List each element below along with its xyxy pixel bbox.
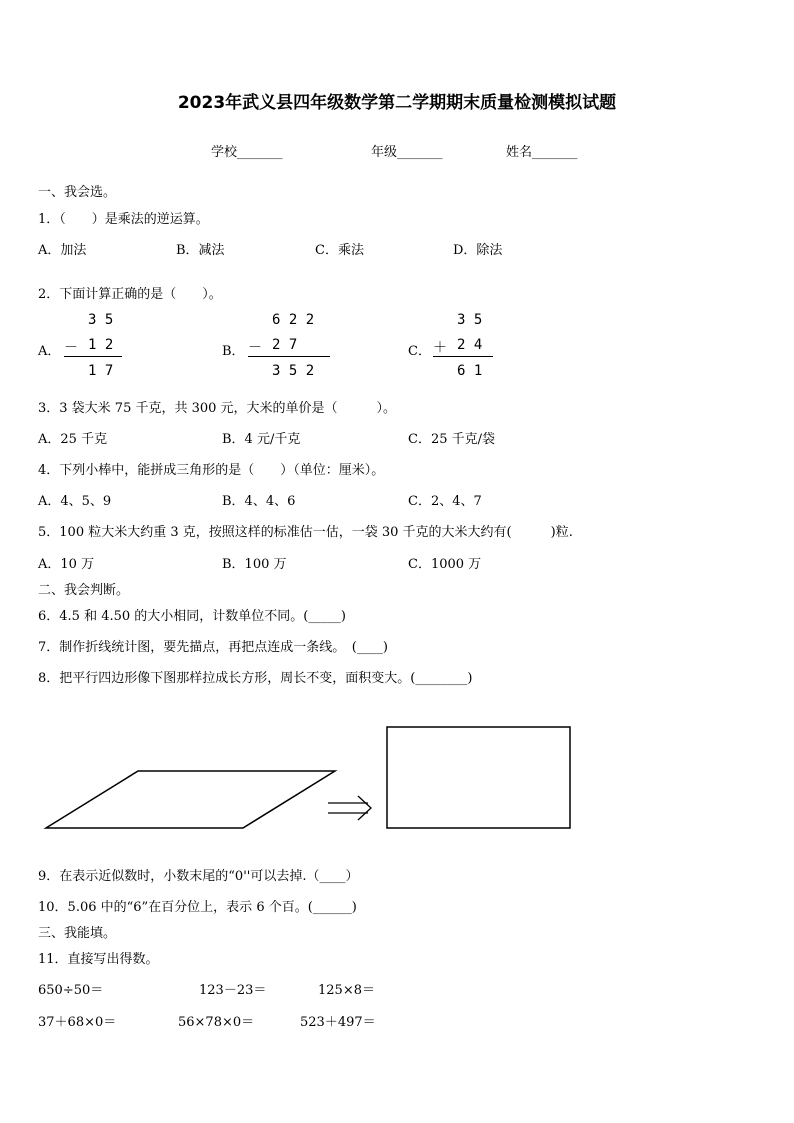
q2-b-middle: 2 7 — [272, 337, 298, 353]
question-5: 5．100 粒大米大约重 3 克，按照这样的标准估一估，一袋 30 千克的大米大约有( )粒. — [38, 525, 573, 540]
grade-field: 年级_______ — [371, 145, 443, 160]
section-heading-3: 三、我能填。 — [38, 926, 117, 941]
q4-option-a: A．4、5、9 — [38, 494, 112, 509]
question-4: 4．下列小棒中，能拼成三角形的是（ ）（单位：厘米）。 — [38, 463, 385, 478]
q3-option-c: C．25 千克/袋 — [408, 432, 496, 447]
q5-option-c: C．1000 万 — [408, 557, 482, 572]
name-field: 姓名_______ — [506, 145, 578, 160]
q5-option-b: B．100 万 — [222, 557, 287, 572]
calc-item: 37＋68×0＝ — [38, 1015, 117, 1030]
q1-option-c: C．乘法 — [315, 243, 364, 258]
q2-a-rule — [64, 356, 122, 357]
q2-a-operator: － — [64, 340, 78, 356]
calc-item: 123－23＝ — [199, 983, 267, 998]
q2-c-operator: ＋ — [433, 340, 447, 356]
section-heading-1: 一、我会选。 — [38, 185, 117, 200]
page-title: 2023年武义县四年级数学第二学期期末质量检测模拟试题 — [177, 93, 617, 113]
q2-c-middle: 2 4 — [457, 337, 483, 353]
q2-option-a-label: A． — [38, 344, 61, 359]
question-8: 8．把平行四边形像下图那样拉成长方形，周长不变，面积变大。(________) — [38, 671, 473, 686]
section-heading-2: 二、我会判断。 — [38, 583, 130, 598]
q2-option-c-label: C． — [408, 344, 431, 359]
q8-figure — [0, 700, 794, 850]
q2-a-top: 3 5 — [88, 312, 114, 328]
q1-option-d: D．除法 — [453, 243, 503, 258]
rectangle-shape — [387, 727, 570, 828]
school-field: 学校_______ — [211, 145, 283, 160]
q2-b-rule — [248, 356, 330, 357]
question-9: 9．在表示近似数时，小数末尾的“0''可以去掉.（____） — [38, 869, 359, 884]
q4-option-b: B．4、4、6 — [222, 494, 296, 509]
q2-a-result: 1 7 — [88, 363, 114, 379]
double-arrow-icon — [328, 796, 371, 820]
q2-c-result: 6 1 — [457, 363, 483, 379]
calc-item: 125×8＝ — [318, 983, 375, 998]
q1-option-b: B．减法 — [176, 243, 225, 258]
calc-item: 56×78×0＝ — [178, 1015, 255, 1030]
q2-b-top: 6 2 2 — [272, 312, 315, 328]
question-7: 7．制作折线统计图，要先描点，再把点连成一条线。 (____) — [38, 640, 388, 655]
parallelogram-shape — [46, 771, 335, 828]
calc-item: 523＋497＝ — [300, 1015, 376, 1030]
question-11: 11．直接写出得数。 — [38, 952, 159, 967]
question-1: 1．（ ）是乘法的逆运算。 — [38, 212, 209, 227]
q1-option-a: A．加法 — [38, 243, 87, 258]
question-3: 3．3 袋大米 75 千克，共 300 元，大米的单价是（ ）。 — [38, 401, 397, 416]
q2-b-result: 3 5 2 — [272, 363, 315, 379]
q2-option-b-label: B． — [222, 344, 245, 359]
q2-c-rule — [433, 356, 493, 357]
question-6: 6．4.5 和 4.50 的大小相同，计数单位不同。(_____) — [38, 609, 346, 624]
q4-option-c: C．2、4、7 — [408, 494, 482, 509]
question-10: 10．5.06 中的“6”在百分位上，表示 6 个百。(______) — [38, 900, 357, 915]
question-2: 2．下面计算正确的是（ ）。 — [38, 287, 222, 302]
q3-option-b: B．4 元/千克 — [222, 432, 301, 447]
q2-b-operator: － — [248, 340, 262, 356]
q3-option-a: A．25 千克 — [38, 432, 108, 447]
calc-item: 650÷50＝ — [38, 983, 104, 998]
q5-option-a: A．10 万 — [38, 557, 95, 572]
q2-c-top: 3 5 — [457, 312, 483, 328]
q2-a-middle: 1 2 — [88, 337, 114, 353]
